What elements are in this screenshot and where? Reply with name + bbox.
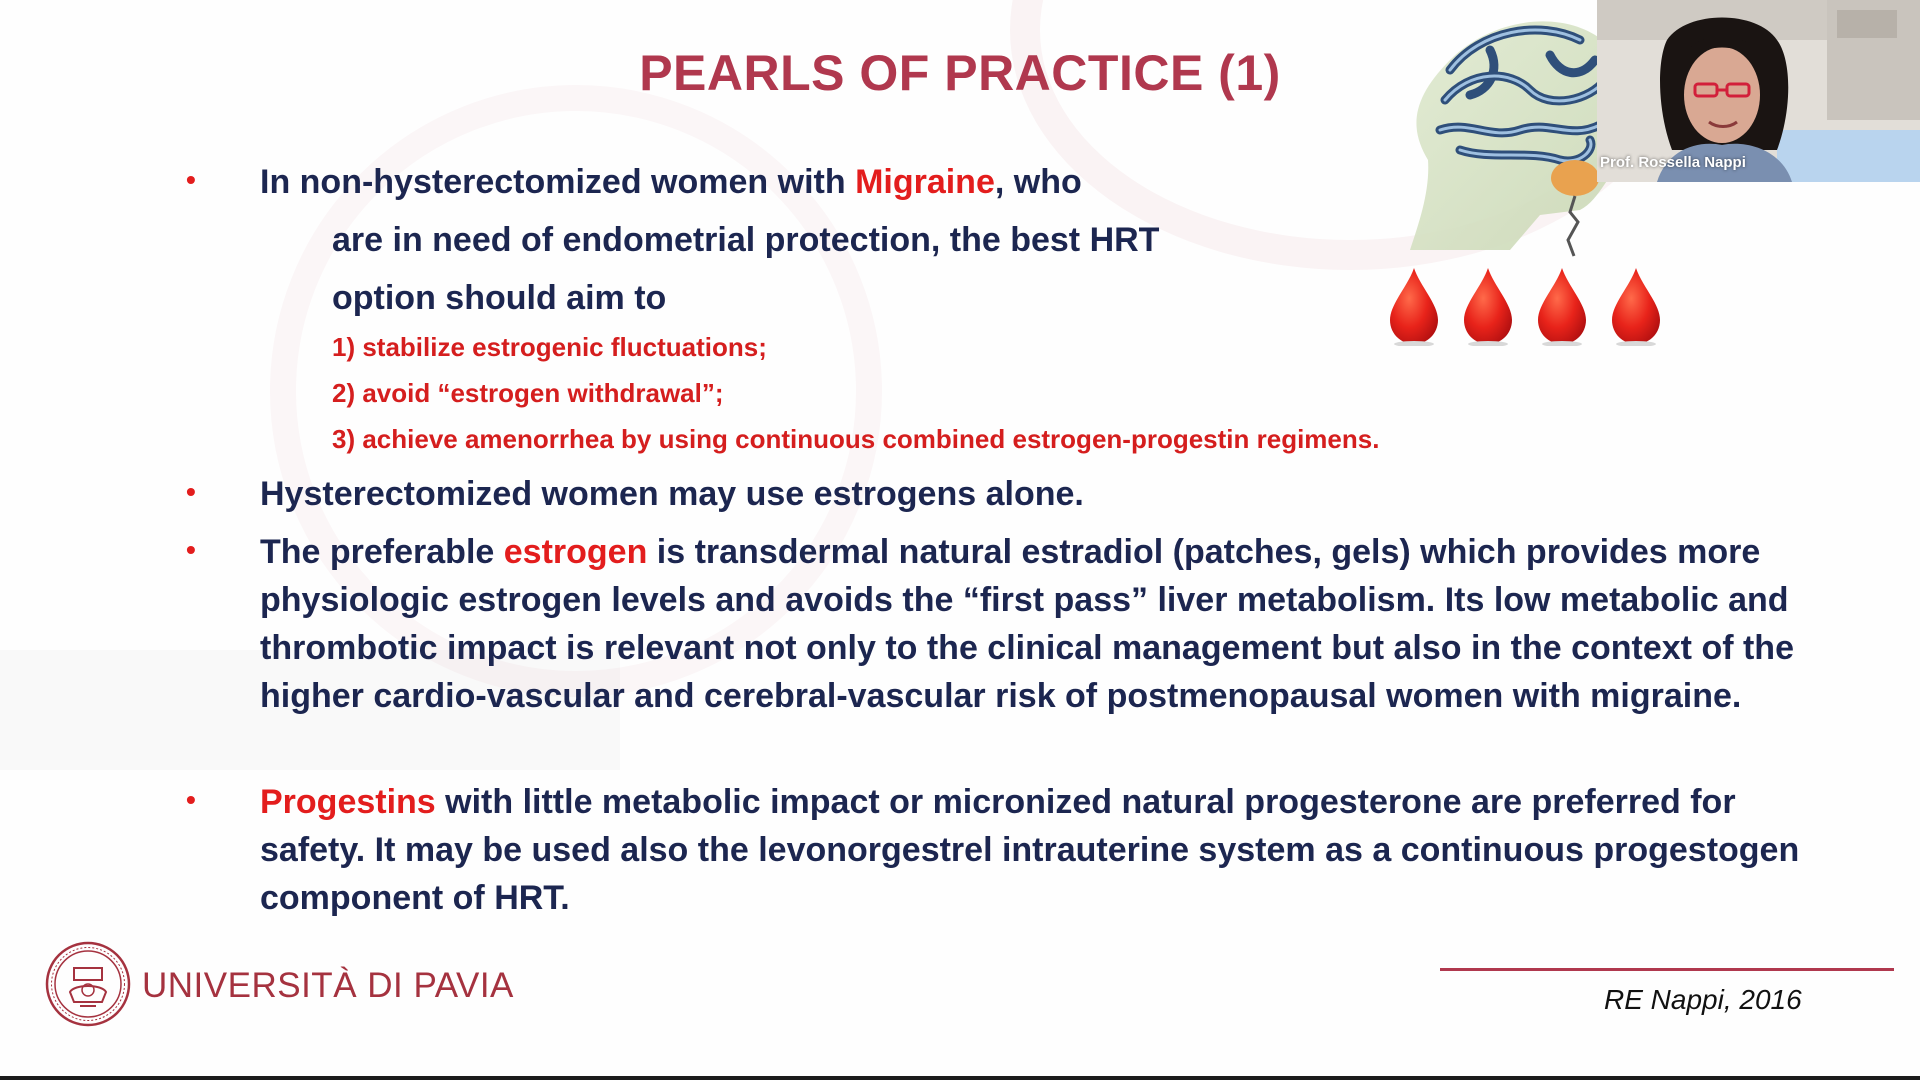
- migraine-highlight: Migraine: [855, 163, 995, 201]
- slide-title: PEARLS OF PRACTICE (1): [639, 45, 1281, 101]
- blood-drop-icon: [1534, 266, 1590, 346]
- blood-drop-icon: [1460, 266, 1516, 346]
- university-name: UNIVERSITÀ DI PAVIA: [142, 966, 514, 1005]
- participant-name-label: Prof. Rossella Nappi: [1600, 154, 1746, 171]
- bullet-1-text: , who: [994, 163, 1082, 201]
- blood-drop-icon: [1608, 266, 1664, 346]
- progestins-highlight: Progestins: [260, 783, 436, 821]
- bullet-marker: •: [186, 476, 196, 507]
- bullet-marker: •: [186, 164, 196, 195]
- bullet-1-text: In non-hysterectomized women with: [260, 163, 856, 201]
- blood-drop-icon: [1386, 266, 1442, 346]
- bullet-marker: •: [186, 784, 196, 815]
- bullet-marker: •: [186, 534, 196, 565]
- sub-item-1: 1) stabilize estrogenic fluctuations;: [332, 332, 767, 362]
- bullet-1-line-1: [260, 158, 1082, 206]
- sub-item-2: 2) avoid “estrogen withdrawal”;: [332, 378, 724, 408]
- bullet-1-line-2: are in need of endometrial protection, the best HRT: [332, 221, 1160, 259]
- window-bottom-edge: [0, 1076, 1920, 1080]
- bullet-2-text: Hysterectomized women may use estrogens alone.: [260, 475, 1084, 513]
- bullet-1-line-3: option should aim to: [332, 279, 667, 317]
- reference-citation: RE Nappi, 2016: [1604, 984, 1802, 1015]
- bullet-4-text: Progestins with little metabolic impact or micronized natural progesterone are preferred for safety. It may be used also the levonorgestrel intrauterine system as a continuous progestogen component of HRT.: [260, 783, 1800, 917]
- university-seal-logo: [44, 940, 132, 1028]
- sub-item-3: 3) achieve amenorrhea by using continuous combined estrogen-progestin regimens.: [332, 424, 1380, 454]
- reference-divider: [1440, 968, 1894, 971]
- bullet-3-text: The preferable estrogen is transdermal natural estradiol (patches, gels) which provides more physiologic estrogen levels and avoids the “first pass” liver metabolism. Its low metabolic and thrombotic impact is relevant not only to the clinical management but also in the context of the higher cardio-vascular and cerebral-vascular risk of postmenopausal women with migraine.: [260, 533, 1794, 715]
- estrogen-highlight: estrogen: [503, 533, 648, 571]
